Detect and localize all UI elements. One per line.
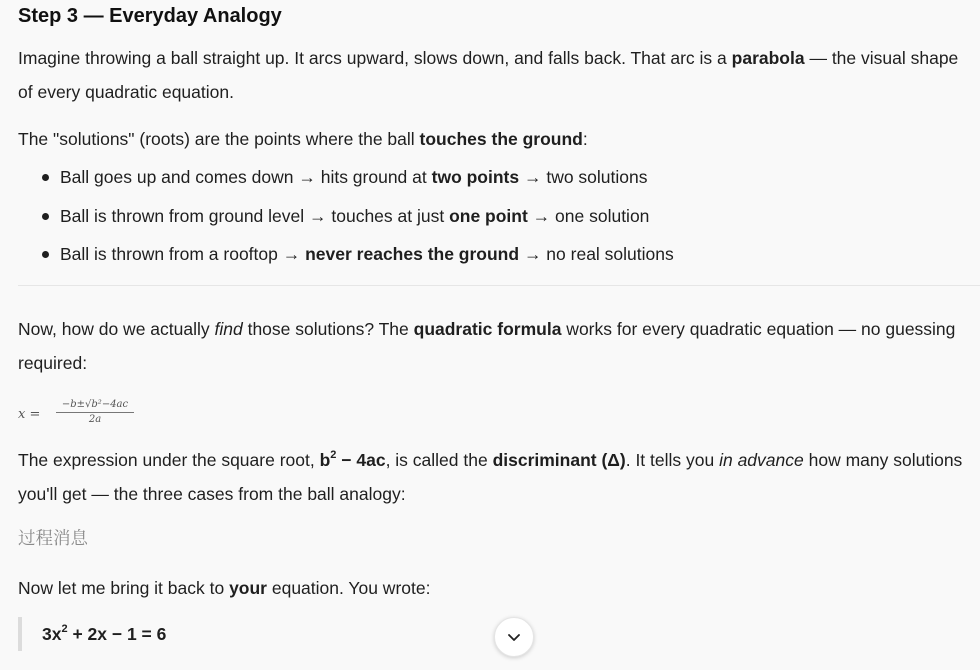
- discriminant-paragraph: [18, 443, 968, 511]
- cases-list: [18, 158, 968, 274]
- text: :: [582, 129, 588, 149]
- step-heading: Step 3 — Everyday Analogy: [18, 5, 282, 27]
- formula-lhs: x =: [18, 406, 41, 422]
- chevron-down-icon: [506, 629, 522, 645]
- list-item: [42, 197, 968, 236]
- text: → no real solutions: [519, 244, 674, 264]
- text: Ball goes up and comes down → hits ground at: [60, 167, 432, 187]
- text: Ball is thrown from ground level → touches at just: [60, 205, 450, 226]
- formula-intro-paragraph: [18, 312, 968, 380]
- thinking-process-label[interactable]: 过程消息: [18, 527, 88, 548]
- text: Imagine throwing a ball straight up. It arcs upward, slows down, and falls back. That arc is a: [18, 48, 732, 68]
- bold-text: parabola: [731, 48, 805, 68]
- solutions-paragraph: [18, 122, 968, 156]
- text: The expression under the square root,: [18, 449, 320, 470]
- bold-text: quadratic formula: [413, 318, 562, 339]
- text: Now, how do we actually: [18, 318, 215, 339]
- text: those solutions? The: [242, 318, 414, 339]
- text: — the visual shape of every quadratic equation.: [18, 48, 959, 102]
- text: 3x: [42, 623, 62, 644]
- text: . It tells you: [625, 449, 720, 470]
- bullet-dot: [42, 251, 49, 258]
- list-item: [42, 158, 968, 197]
- text: equation. You wrote:: [267, 577, 431, 598]
- text: The "solutions" (roots) are the points where the ball: [18, 129, 420, 149]
- text: − 4ac: [336, 449, 386, 470]
- italic-text: in advance: [719, 449, 804, 470]
- exponent: 2: [61, 622, 68, 635]
- text: → two solutions: [519, 167, 648, 187]
- bold-text: two points: [431, 167, 520, 187]
- text: works for every quadratic equation — no guessing required:: [18, 318, 956, 373]
- formula-fraction: [56, 399, 134, 426]
- list-item: [42, 235, 968, 274]
- text: → one solution: [527, 205, 650, 226]
- bold-text: discriminant (Δ): [492, 449, 626, 470]
- text: b: [319, 449, 331, 470]
- text: , is called the: [385, 449, 493, 470]
- formula-numerator: −b±√b²−4ac: [56, 399, 134, 413]
- text: how many solutions you'll get — the three cases from the ball analogy:: [18, 449, 963, 504]
- bold-text: your: [229, 577, 267, 598]
- exponent: 2: [330, 448, 337, 461]
- bold-text: touches the ground: [419, 129, 583, 149]
- bold-text: one point: [449, 205, 528, 226]
- scroll-to-bottom-button[interactable]: [494, 617, 534, 657]
- italic-text: find: [214, 318, 243, 339]
- text: Ball is thrown from a rooftop →: [60, 244, 306, 264]
- quadratic-formula: [18, 399, 968, 429]
- bring-back-paragraph: [18, 571, 968, 605]
- bullet-dot: [42, 213, 49, 220]
- discriminant-expression: [320, 450, 386, 470]
- user-equation-quote: [18, 617, 968, 651]
- message-content: [18, 0, 968, 651]
- text: Now let me bring it back to: [18, 577, 230, 598]
- bullet-dot: [42, 174, 49, 181]
- analogy-paragraph: [18, 41, 968, 109]
- bold-text: never reaches the ground: [305, 244, 520, 264]
- formula-denominator: 2a: [88, 413, 102, 425]
- divider: [18, 285, 980, 286]
- text: + 2x − 1 = 6: [67, 623, 167, 644]
